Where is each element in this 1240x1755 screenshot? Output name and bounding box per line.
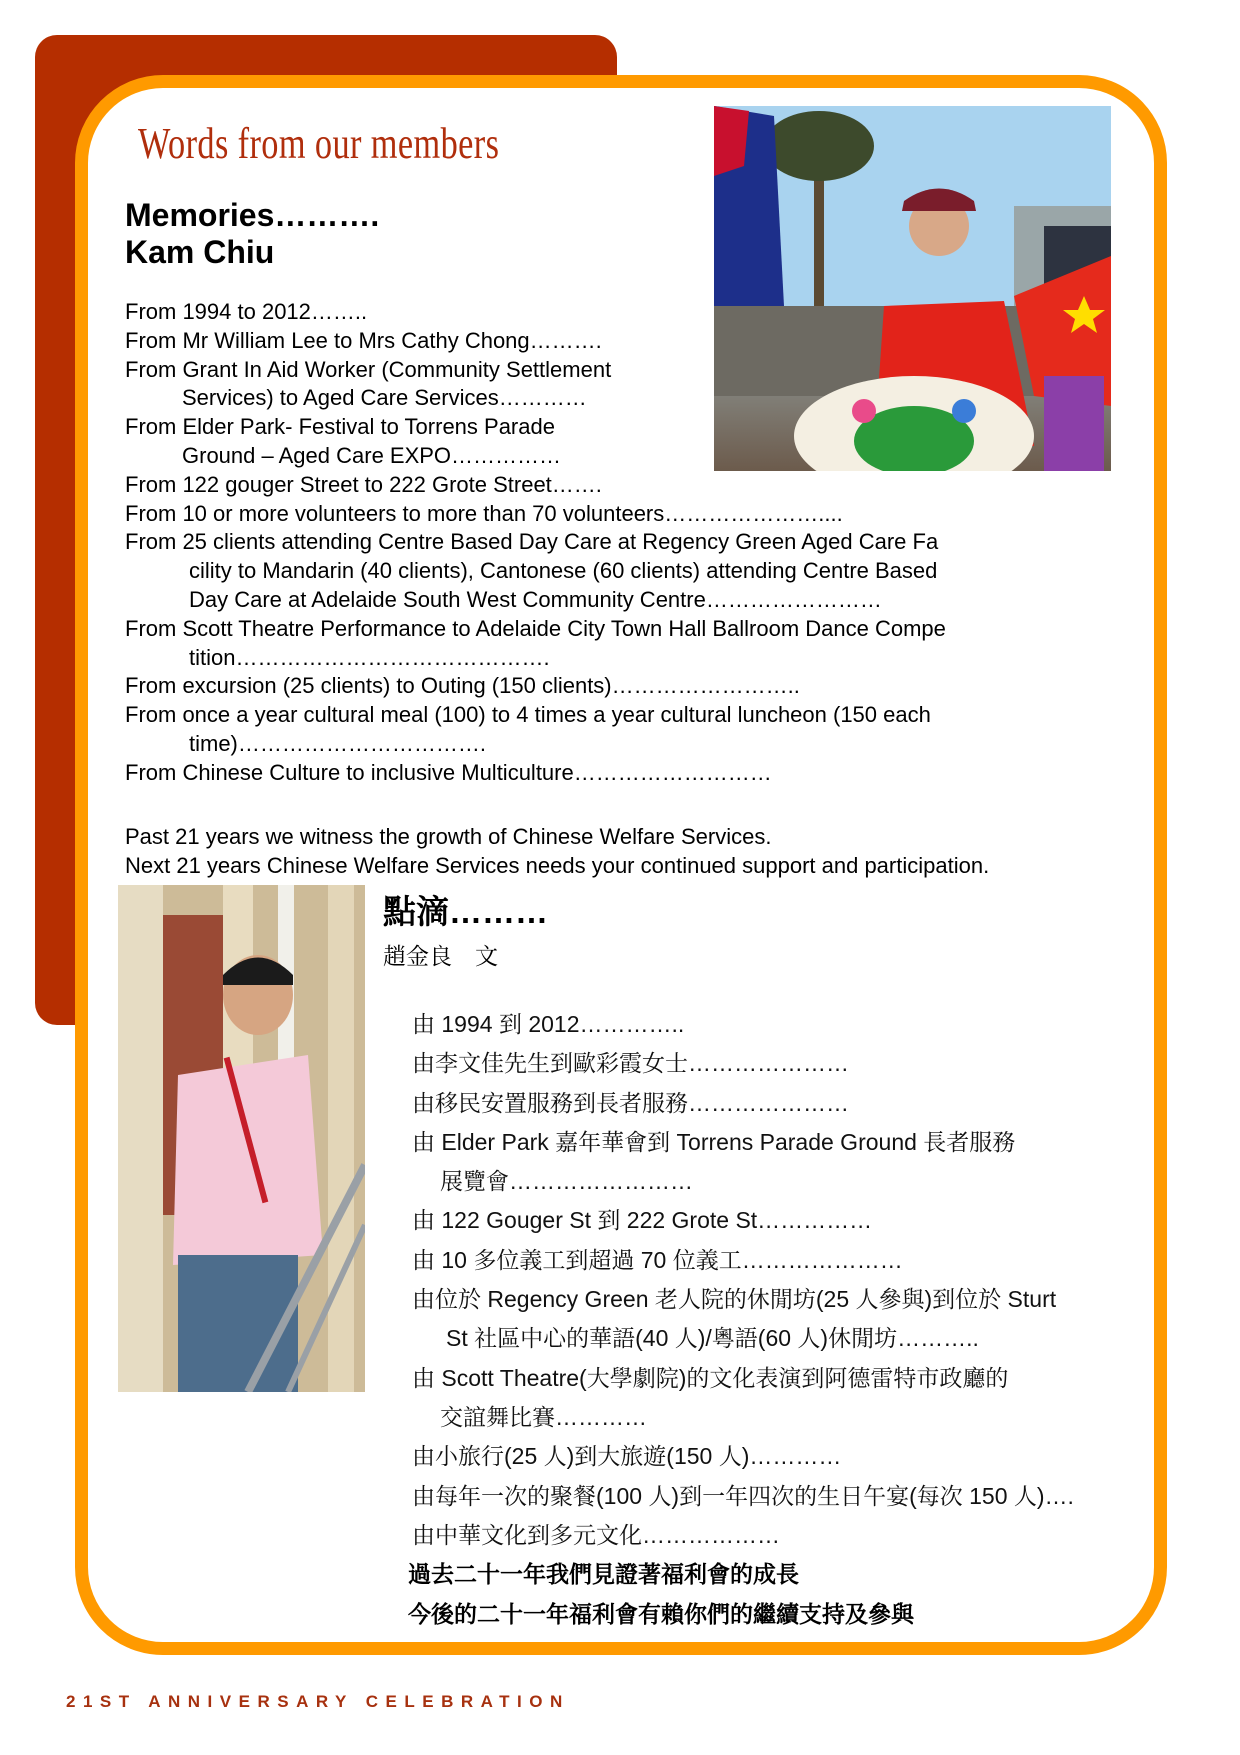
english-line: tition……………………………………. <box>189 644 550 670</box>
footer-anniversary: 21ST ANNIVERSARY CELEBRATION <box>66 1692 570 1711</box>
english-line: From Elder Park- Festival to Torrens Parade <box>125 414 555 440</box>
english-memories-list <box>125 298 1085 788</box>
english-author: Kam Chiu <box>125 234 275 270</box>
chinese-line: 由移民安置服務到長者服務………………… <box>412 1089 849 1116</box>
english-closing <box>125 822 989 880</box>
closing-line-past: Past 21 years we witness the growth of Chinese Welfare Services. <box>125 824 772 849</box>
chinese-line: 展覽會…………………… <box>440 1168 693 1195</box>
chinese-line: 由 Elder Park 嘉年華會到 Torrens Parade Ground 長者服務 <box>412 1128 1016 1155</box>
chinese-author: 趙金良 文 <box>383 943 498 969</box>
english-line: From once a year cultural meal (100) to 4 times a year cultural luncheon (150 each <box>125 702 931 728</box>
chinese-memories-list <box>412 1005 1132 1555</box>
page-title: Words from our members <box>138 119 500 168</box>
photo-man-on-verandah <box>118 885 365 1392</box>
chinese-closing-next: 今後的二十一年福利會有賴你們的繼續支持及參與 <box>408 1600 914 1627</box>
english-line: Ground – Aged Care EXPO…………… <box>182 442 562 468</box>
chinese-line: 由每年一次的聚餐(100 人)到一年四次的生日午宴(每次 150 人)…. <box>412 1482 1074 1509</box>
english-line: time)……………………………. <box>189 730 486 756</box>
english-line: From Grant In Aid Worker (Community Settlement <box>125 356 612 382</box>
english-line: Day Care at Adelaide South West Community Centre…………………… <box>189 586 882 612</box>
english-line: Services) to Aged Care Services………… <box>182 385 587 411</box>
closing-line-next: Next 21 years Chinese Welfare Services needs your continued support and participation. <box>125 853 990 878</box>
english-line: From 25 clients attending Centre Based Day Care at Regency Green Aged Care Fa <box>125 529 939 555</box>
chinese-line: 由 1994 到 2012………….. <box>412 1011 685 1037</box>
chinese-line: 由中華文化到多元文化……………… <box>412 1521 780 1548</box>
english-line: From Chinese Culture to inclusive Multiculture……………………… <box>125 759 772 785</box>
chinese-line: 由小旅行(25 人)到大旅遊(150 人)………… <box>412 1443 842 1470</box>
english-line: From Scott Theatre Performance to Adelaide City Town Hall Ballroom Dance Compe <box>125 615 946 641</box>
english-line: From 1994 to 2012…….. <box>125 299 368 324</box>
chinese-line: 由李文佳先生到歐彩霞女士………………… <box>412 1050 849 1077</box>
english-line: cility to Mandarin (40 clients), Cantonese (60 clients) attending Centre Based <box>189 558 938 584</box>
chinese-closing <box>408 1555 914 1634</box>
photo2-illustration <box>118 885 365 1392</box>
english-line: From Mr William Lee to Mrs Cathy Chong………. <box>125 327 602 353</box>
english-line: From 10 or more volunteers to more than 70 volunteers………………….... <box>125 500 843 526</box>
chinese-line: St 社區中心的華語(40 人)/粵語(60 人)休閒坊……….. <box>446 1325 979 1352</box>
chinese-line: 交誼舞比賽………… <box>440 1403 647 1430</box>
english-heading: Memories………. <box>125 197 380 233</box>
chinese-closing-past: 過去二十一年我們見證著福利會的成長 <box>408 1561 799 1587</box>
chinese-line: 由 122 Gouger St 到 222 Grote St…………… <box>412 1207 873 1234</box>
english-line: From excursion (25 clients) to Outing (150 clients)…………………….. <box>125 673 800 699</box>
chinese-line: 由 10 多位義工到超過 70 位義工………………… <box>412 1246 903 1273</box>
chinese-line: 由 Scott Theatre(大學劇院)的文化表演到阿德雷特市政廳的 <box>412 1364 1009 1391</box>
chinese-heading: 點滴……… <box>383 893 548 930</box>
chinese-line: 由位於 Regency Green 老人院的休閒坊(25 人參與)到位於 Sturt <box>412 1286 1057 1313</box>
english-line: From 122 gouger Street to 222 Grote Street……. <box>125 471 602 497</box>
